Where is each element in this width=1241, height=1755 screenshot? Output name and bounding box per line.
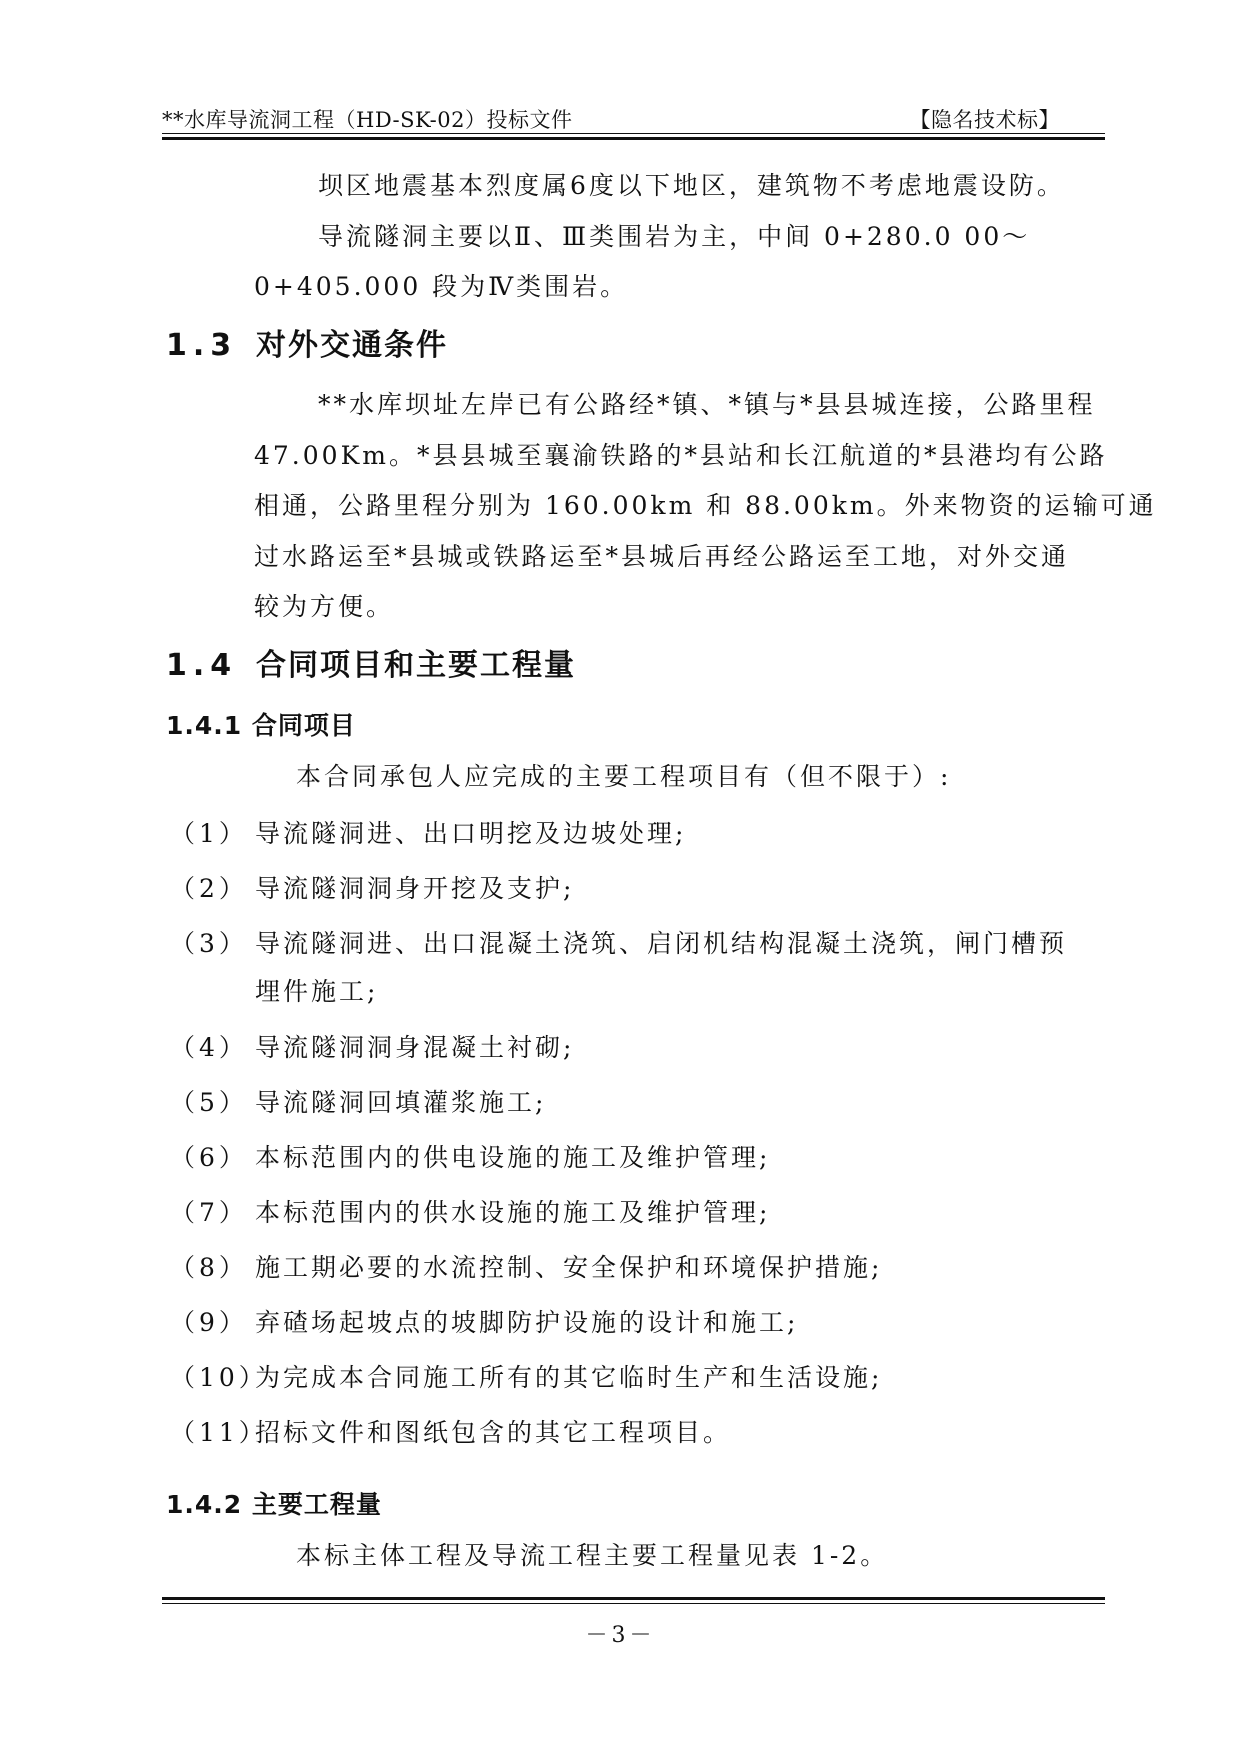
section-1-3-title: 对外交通条件 [256, 328, 448, 363]
list-item-number: （6） [170, 1143, 248, 1172]
list-item [170, 1295, 1110, 1350]
list-item-number: （8） [170, 1253, 248, 1282]
list-item-number: （7） [170, 1198, 248, 1227]
list-item-text: 本标范围内的供水设施的施工及维护管理; [255, 1198, 771, 1227]
section-1-3-line-5: 较为方便。 [254, 592, 395, 621]
list-item-text: 招标文件和图纸包含的其它工程项目。 [255, 1418, 732, 1447]
section-1-4-heading [166, 640, 576, 684]
list-item [170, 1350, 1110, 1405]
list-item-text: 导流隧洞回填灌浆施工; [255, 1088, 547, 1117]
section-1-4-number: 1.4 [166, 648, 238, 683]
list-item [170, 861, 1110, 916]
section-1-3-number: 1.3 [166, 328, 238, 363]
header-rule-thin [162, 133, 1105, 134]
section-1-4-title: 合同项目和主要工程量 [256, 648, 576, 683]
section-1-3-line-2: 47.00Km。*县县城至襄渝铁路的*县站和长江航道的*县港均有公路 [254, 441, 1108, 470]
header-rule-thick [162, 137, 1105, 140]
list-item [170, 1185, 1110, 1240]
list-item-number: （4） [170, 1033, 248, 1062]
intro-paragraph-2-line2: 0+405.000 段为Ⅳ类围岩。 [254, 272, 629, 301]
list-item-text: 导流隧洞进、出口混凝土浇筑、启闭机结构混凝土浇筑，闸门槽预 [255, 929, 1068, 958]
list-item-number: （9） [170, 1308, 248, 1337]
list-item-number: （1） [170, 819, 248, 848]
list-item-number: （5） [170, 1088, 248, 1117]
list-item [170, 1020, 1110, 1075]
intro-paragraph-1: 坝区地震基本烈度属6度以下地区，建筑物不考虑地震设防。 [318, 171, 1065, 200]
list-item-text: 为完成本合同施工所有的其它临时生产和生活设施; [255, 1363, 883, 1392]
list-item [170, 806, 1110, 861]
list-item-number: （3） [170, 929, 248, 958]
section-1-4-2-heading: 1.4.2 主要工程量 [166, 1490, 382, 1519]
section-1-4-1-intro: 本合同承包人应完成的主要工程项目有（但不限于）: [296, 762, 952, 791]
contract-items-list [170, 806, 1110, 1460]
list-item-number: （2） [170, 874, 248, 903]
section-1-3-heading [166, 320, 448, 364]
intro-paragraph-2-line1: 导流隧洞主要以Ⅱ、Ⅲ类围岩为主，中间 0+280.0 00～ [318, 222, 1031, 251]
section-1-3-line-4: 过水路运至*县城或铁路运至*县城后再经公路运至工地，对外交通 [254, 542, 1070, 571]
list-item-text: 弃碴场起坡点的坡脚防护设施的设计和施工; [255, 1308, 799, 1337]
footer-rule-thick [162, 1597, 1105, 1600]
list-item [170, 1130, 1110, 1185]
header-title: **水库导流洞工程（HD-SK-02）投标文件 [162, 108, 573, 132]
list-item [170, 916, 1110, 1020]
page-header [162, 96, 1105, 132]
list-item [170, 1075, 1110, 1130]
list-item-text: 导流隧洞洞身混凝土衬砌; [255, 1033, 575, 1062]
list-item-text: 本标范围内的供电设施的施工及维护管理; [255, 1143, 771, 1172]
list-item-text: 导流隧洞洞身开挖及支护; [255, 874, 575, 903]
section-1-3-line-1: **水库坝址左岸已有公路经*镇、*镇与*县县城连接，公路里程 [318, 390, 1096, 419]
list-item [170, 1405, 1110, 1460]
list-item-text-continued: 埋件施工; [255, 977, 379, 1006]
section-1-4-2-text: 本标主体工程及导流工程主要工程量见表 1-2。 [296, 1541, 889, 1570]
section-1-3-line-3: 相通，公路里程分别为 160.00km 和 88.00km。外来物资的运输可通 [254, 491, 1157, 520]
section-1-4-1-heading: 1.4.1 合同项目 [166, 711, 356, 740]
header-tag: 【隐名技术标】 [909, 108, 1060, 132]
footer-rule-thin [162, 1603, 1105, 1604]
list-item-text: 施工期必要的水流控制、安全保护和环境保护措施; [255, 1253, 883, 1282]
list-item-number: （11） [170, 1418, 268, 1447]
list-item [170, 1240, 1110, 1295]
page-number: －3－ [585, 1623, 656, 1648]
list-item-number: （10） [170, 1363, 268, 1392]
list-item-text: 导流隧洞进、出口明挖及边坡处理; [255, 819, 687, 848]
